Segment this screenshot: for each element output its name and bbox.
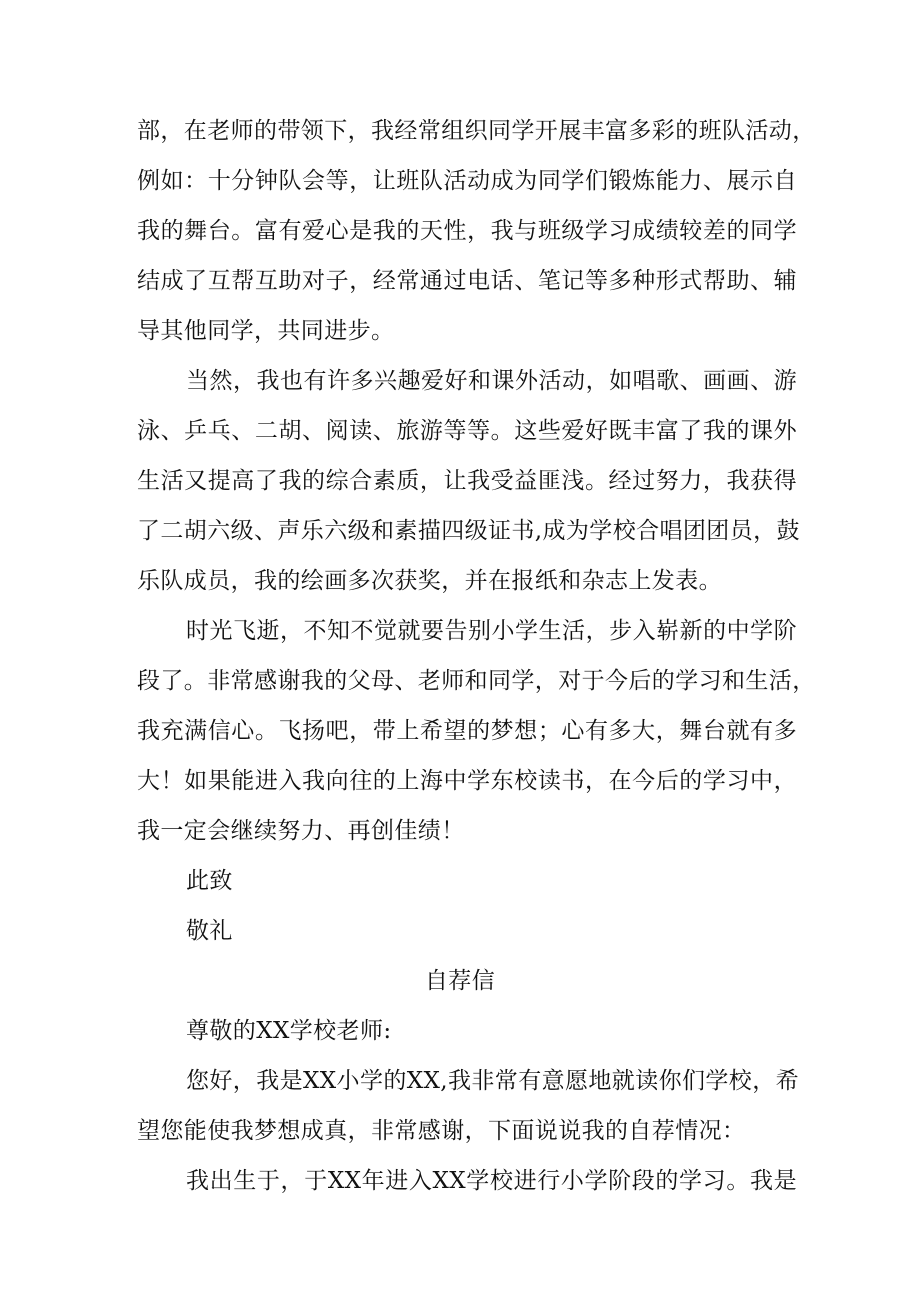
closing-line: 敬礼 (186, 918, 233, 944)
paragraph-line: 段了。非常感谢我的父母、老师和同学，对于今后的学习和生活， (137, 668, 816, 694)
paragraph-line: 我出生于，于XX年进入XX学校进行小学阶段的学习。我是 (186, 1168, 797, 1194)
paragraph-line: 望您能使我梦想成真，非常感谢，下面说说我的自荐情况： (137, 1118, 746, 1144)
paragraph-line: 大！如果能进入我向往的上海中学东校读书，在今后的学习中， (137, 768, 797, 794)
paragraph-line: 我充满信心。飞扬吧，带上希望的梦想；心有多大，舞台就有多 (137, 718, 797, 744)
paragraph-line: 导其他同学，共同进步。 (137, 318, 395, 344)
paragraph-line: 了二胡六级、声乐六级和素描四级证书,成为学校合唱团团员，鼓 (137, 518, 800, 544)
paragraph-line: 时光飞逝，不知不觉就要告别小学生活，步入崭新的中学阶 (186, 618, 797, 644)
paragraph-line: 乐队成员，我的绘画多次获奖，并在报纸和杂志上发表。 (137, 568, 722, 594)
paragraph-line: 我的舞台。富有爱心是我的天性，我与班级学习成绩较差的同学 (137, 218, 797, 244)
paragraph-line: 结成了互帮互助对子，经常通过电话、笔记等多种形式帮助、辅 (137, 268, 797, 294)
paragraph-line: 部，在老师的带领下，我经常组织同学开展丰富多彩的班队活动， (137, 118, 816, 144)
paragraph-line: 生活又提高了我的综合素质，让我受益匪浅。经过努力，我获得 (137, 468, 797, 494)
salutation: 尊敬的XX学校老师: (186, 1018, 392, 1044)
closing-line: 此致 (186, 868, 233, 894)
paragraph-line: 泳、乒乓、二胡、阅读、旅游等等。这些爱好既丰富了我的课外 (137, 418, 797, 444)
letter-title: 自荐信 (424, 968, 496, 994)
paragraph-line: 您好，我是XX小学的XX,我非常有意愿地就读你们学校，希 (186, 1068, 800, 1094)
paragraph-line: 当然，我也有许多兴趣爱好和课外活动，如唱歌、画画、游 (186, 368, 797, 394)
paragraph-line: 我一定会继续努力、再创佳绩！ (137, 818, 465, 844)
paragraph-line: 例如：十分钟队会等，让班队活动成为同学们锻炼能力、展示自 (137, 168, 797, 194)
